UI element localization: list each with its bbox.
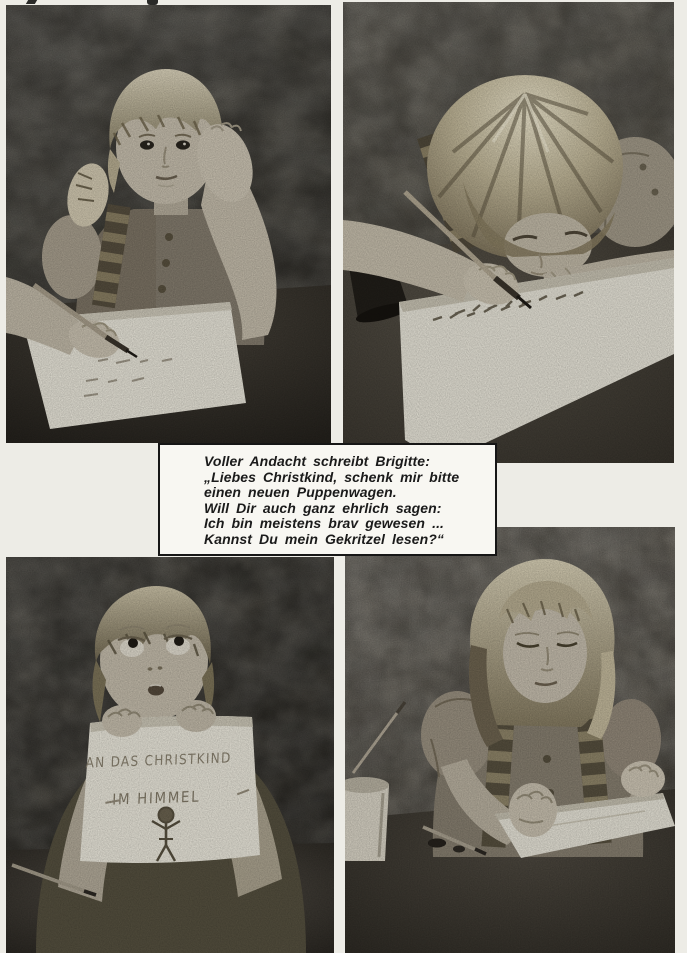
photo-bottom-right: [345, 527, 675, 953]
photo-bottom-left: [6, 557, 334, 953]
caption-line-3: einen neuen Puppenwagen.: [204, 484, 397, 501]
caption-box: [158, 443, 497, 556]
photo-bottom-right-scene: [345, 527, 675, 953]
note-line-2: IM HIMMEL: [112, 787, 213, 809]
photo-top-left-scene: [6, 5, 331, 443]
caption-line-1: Voller Andacht schreibt Brigitte:: [204, 453, 430, 469]
photo-top-left: [6, 5, 331, 443]
scan-speck: [147, 0, 158, 5]
caption-line-5: Ich bin meistens brav gewesen ...: [204, 515, 445, 532]
note-line-1: AN DAS CHRISTKIND: [85, 749, 256, 772]
caption-line-2: „Liebes Christkind, schenk mir bitte: [204, 468, 460, 485]
photo-top-right: [343, 2, 674, 463]
caption-line-4: Will Dir auch ganz ehrlich sagen:: [204, 499, 442, 516]
scan-speck: [26, 0, 37, 4]
photo-bottom-left-scene: [6, 557, 334, 953]
caption-line-6: Kannst Du mein Gekritzel lesen?“: [204, 530, 445, 547]
photo-top-right-scene: [343, 2, 674, 463]
